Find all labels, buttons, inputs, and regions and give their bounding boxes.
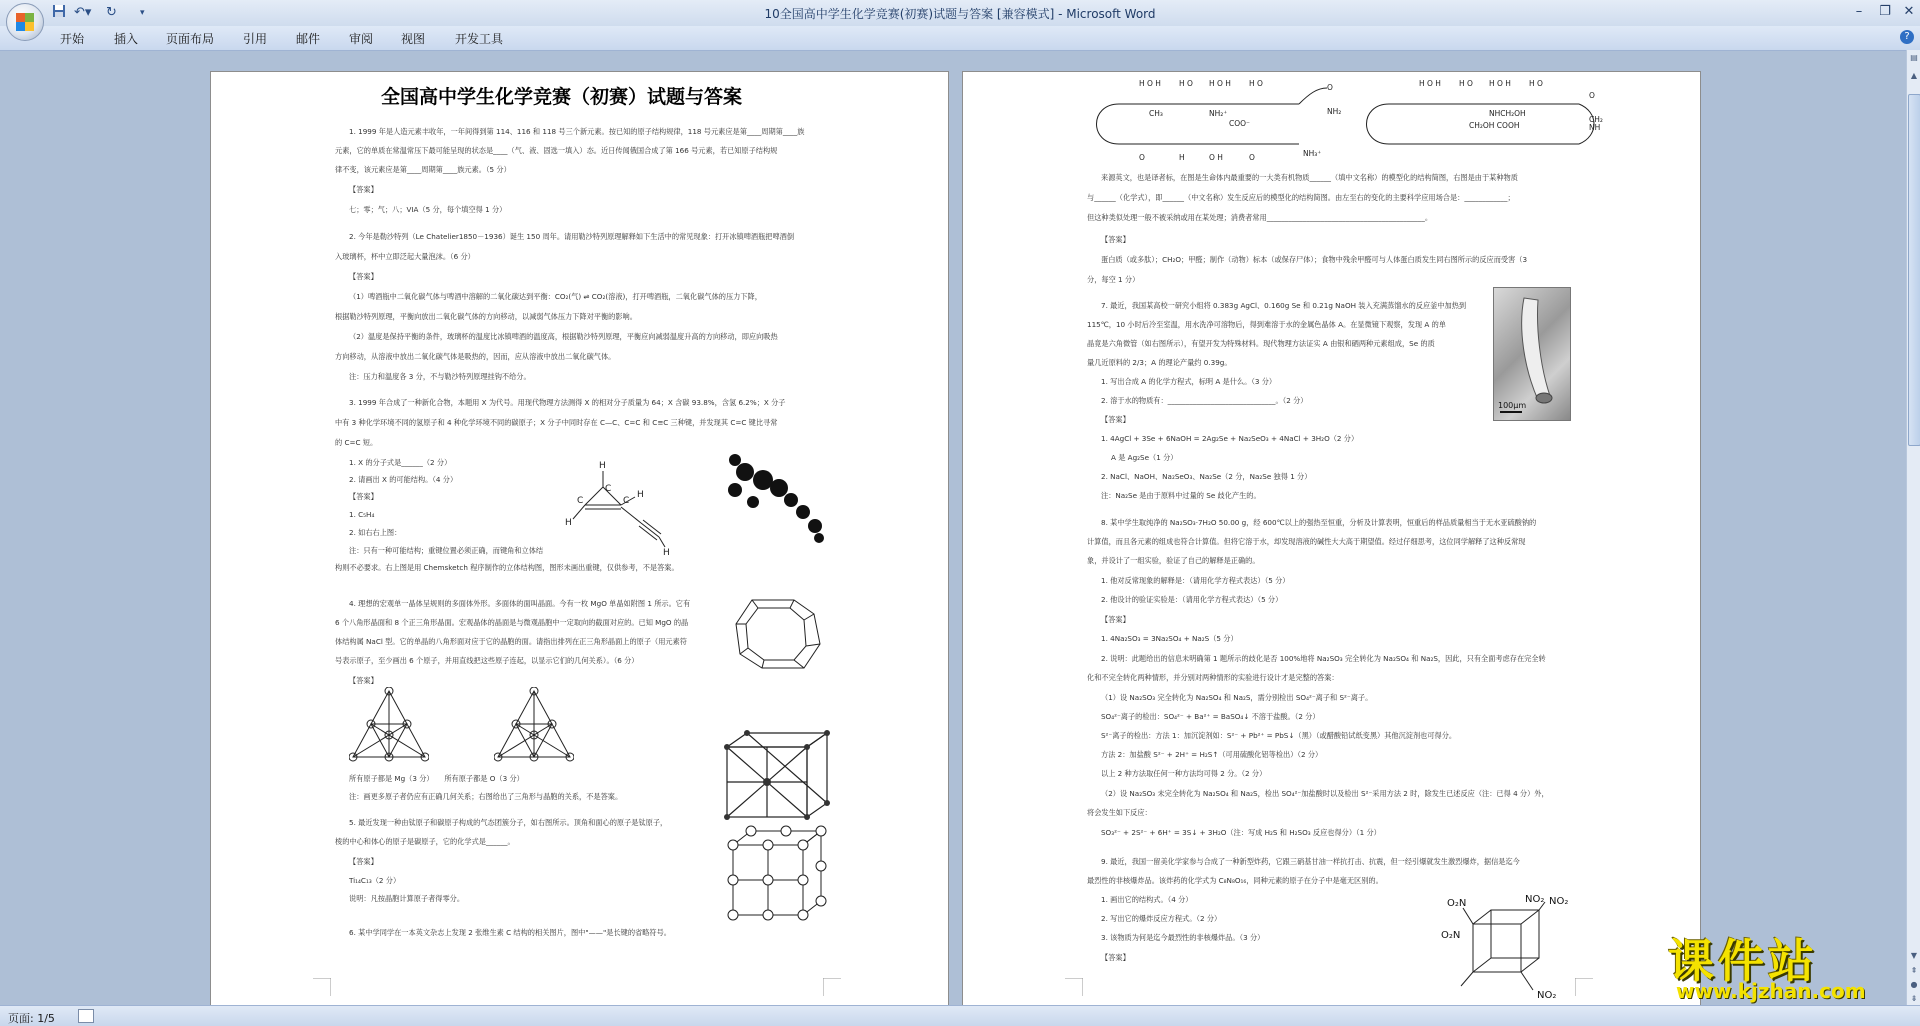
text-line: 化和不完全转化两种情形，并分别对两种情形的实验进行设计才是完整的答案： xyxy=(1087,673,1339,682)
text-line: 2. 溶于水的物质有：______________________________。（2 分） xyxy=(1101,396,1308,405)
text-line: 但这种类似处理一般不被采纳或用在某处理；消费者常用____________________________________________。 xyxy=(1087,213,1433,222)
document-page-1[interactable] xyxy=(210,71,949,1007)
text-line: （2）设 Na₂SO₃ 未完全转化为 Na₂SO₄ 和 Na₂S，检出 SO₄²⁻加盐酸时以及检出 S²⁻采用方法 2 时，除发生已述反应（注：已得 4 分）外， xyxy=(1101,789,1549,798)
svg-text:H O H: H O H xyxy=(1419,79,1441,88)
svg-text:CH₂: CH₂ xyxy=(1589,115,1603,124)
svg-text:NH₂⁺: NH₂⁺ xyxy=(1209,109,1228,118)
text-line: 2. 请画出 X 的可能结构。（4 分） xyxy=(349,475,458,484)
text-line: 以上 2 种方法取任何一种方法均可得 2 分。（2 分） xyxy=(1101,769,1267,778)
svg-text:NH: NH xyxy=(1589,123,1601,132)
text-line: 8. 某中学生取纯净的 Na₂SO₃·7H₂O 50.00 g，经 600℃以上的强热至恒重，分析及计算表明，恒重后的样品质量相当于无水亚硫酸钠的 xyxy=(1101,518,1537,527)
text-line: 注：只有一种可能结构；重键位置必须正确，而键角和立体结 xyxy=(349,546,544,555)
text-line: 说明：凡按晶胞计算原子者得零分。 xyxy=(349,894,465,903)
svg-text:O: O xyxy=(1589,91,1595,100)
text-line: 入玻璃杯，杯中立即泛起大量泡沫。（6 分） xyxy=(335,252,475,261)
title-bar xyxy=(0,0,1920,27)
crop-mark-icon xyxy=(823,978,841,996)
svg-text:H O H: H O H xyxy=(1139,79,1161,88)
text-line: 蛋白质（或多肽）；CH₂O；甲醛；制作（动物）标本（或保存尸体）；食物中残余甲醛可与人体蛋白质发生同右图所示的反应而受害（3 xyxy=(1101,255,1528,264)
svg-text:H: H xyxy=(1179,153,1185,162)
text-line: 1. 1999 年是人造元素丰收年，一年间得到第 114、116 和 118 号三个新元素。按已知的原子结构规律，118 号元素应是第____周期第____族 xyxy=(349,127,805,136)
text-line: 【答案】 xyxy=(349,857,378,866)
nitro-label: NO₂ xyxy=(1537,990,1557,1001)
text-line: 七；零；气；八；VIA（5 分，每个填空得 1 分） xyxy=(349,205,507,214)
scrollbar-thumb[interactable] xyxy=(1908,94,1920,446)
text-line: 注：画更多原子者仍应有正确几何关系；右图给出了三角形与晶胞的关系，不是答案。 xyxy=(349,792,623,801)
text-line: 1. C₅H₄ xyxy=(349,510,375,519)
svg-text:CH₃: CH₃ xyxy=(1149,109,1163,118)
tab-page-layout[interactable]: 页面布局 xyxy=(166,32,215,46)
text-line: 【答案】 xyxy=(349,185,378,194)
text-line: 5. 最近发现一种由钛原子和碳原子构成的气态团簇分子，如右图所示。顶角和面心的原子是钛原子， xyxy=(349,818,668,827)
svg-text:H: H xyxy=(663,548,670,557)
svg-text:H O H: H O H xyxy=(1489,79,1511,88)
crop-mark-icon xyxy=(1575,978,1593,996)
triangle-lattice-o-figure xyxy=(494,687,574,767)
svg-text:H O: H O xyxy=(1459,79,1473,88)
text-line: S²⁻离子的检出：方法 1：加沉淀剂如：S²⁻ + Pb²⁺ = PbS↓（黑）（或醋酸铅试纸变黑）其他沉淀剂也可得分。 xyxy=(1101,731,1457,740)
text-line: 的 C=C 短。 xyxy=(335,438,378,447)
vertical-scrollbar[interactable] xyxy=(1906,50,1920,1005)
text-line: 来源英文，也是译者标，在图是生命体内最重要的一大类有机物质______（填中文名称）的模型化的结构简图，右图是由于某种物质 xyxy=(1101,173,1518,182)
text-line: （1）啤酒瓶中二氧化碳气体与啤酒中溶解的二氧化碳达到平衡：CO₂(气) ⇌ CO₂(溶液)，打开啤酒瓶，二氧化碳气体的压力下降， xyxy=(349,292,762,301)
svg-text:C: C xyxy=(605,484,612,494)
watermark-url: www.kjzhan.com xyxy=(1676,979,1866,1003)
text-line: 1. 画出它的结构式。（4 分） xyxy=(1101,895,1193,904)
crystal-polyhedron-figure xyxy=(734,594,824,674)
scroll-down-icon[interactable]: ▼ xyxy=(1910,951,1918,960)
text-line: 1. 4Na₂SO₃ = 3Na₂SO₄ + Na₂S（5 分） xyxy=(1101,634,1238,643)
text-line: 方向移动，从溶液中放出二氧化碳气体是吸热的，因而，应从溶液中放出二氧化碳气体。 xyxy=(335,352,616,361)
nitro-label: NO₂ xyxy=(1549,896,1569,907)
text-line: 【答案】 xyxy=(1101,235,1130,244)
text-line: 2. NaCl、NaOH、Na₂SeO₃、Na₂Se（2 分，Na₂Se 独得 1 分） xyxy=(1101,472,1312,481)
svg-text:NHCH₂OH: NHCH₂OH xyxy=(1489,109,1526,118)
text-line: 所有原子都是 Mg（3 分） 所有原子都是 O（3 分） xyxy=(349,774,524,783)
previous-page-icon[interactable]: ⇞ xyxy=(1910,966,1918,975)
molecule-structure-figure xyxy=(563,457,673,557)
svg-text:H O: H O xyxy=(1249,79,1263,88)
svg-text:H: H xyxy=(637,490,644,500)
text-line: 2. 他设计的验证实验是：（请用化学方程式表达）（5 分） xyxy=(1101,595,1283,604)
text-line: SO₄²⁻离子的检出：SO₄²⁻ + Ba²⁺ = BaSO₄↓ 不溶于盐酸。（2 分） xyxy=(1101,712,1320,721)
page-indicator[interactable]: 页面: 1/5 xyxy=(8,1012,55,1025)
text-line: 构则不必要求。右上图是用 Chemsketch 程序制作的立体结构图，图形未画出重键，仅供参考，不是答案。 xyxy=(335,563,679,572)
svg-text:C: C xyxy=(577,496,584,506)
text-line: 将会发生如下反应： xyxy=(1087,808,1152,817)
text-line: 号表示原子，至少画出 6 个原子，并用直线把这些原子连起，以显示它们的几何关系）。（6 分） xyxy=(335,656,639,665)
text-line: 注：压力和温度各 3 分，不与勒沙特列原理挂钩不给分。 xyxy=(349,372,531,381)
ruler-toggle-icon[interactable]: ▤ xyxy=(1910,53,1918,62)
svg-text:O: O xyxy=(1249,153,1255,162)
text-line: 3. 1999 年合成了一种新化合物，本题用 X 为代号。用现代物理方法测得 X 的相对分子质量为 64；X 含碳 93.8%，含氢 6.2%；X 分子 xyxy=(349,398,786,407)
nitro-label: O₂N xyxy=(1441,930,1461,941)
text-line: 2. 如右右上图： xyxy=(349,528,402,537)
crop-mark-icon xyxy=(313,978,331,996)
svg-text:CH₂OH COOH: CH₂OH COOH xyxy=(1469,121,1520,130)
text-line: 象，并设计了一组实验，验证了自己的解释是正确的。 xyxy=(1087,556,1260,565)
text-line: 4. 理想的宏观单一晶体呈规则的多面体外形。多面体的面叫晶面。今有一枚 MgO 单晶如附图 1 所示。它有 xyxy=(349,599,691,608)
text-line: 3. 该物质为何是迄今最烈性的非核爆炸品。（3 分） xyxy=(1101,933,1265,942)
proofing-icon[interactable] xyxy=(78,1009,94,1023)
svg-text:O H: O H xyxy=(1209,153,1223,162)
text-line: 分，每空 1 分） xyxy=(1087,275,1140,284)
watermark-text: 课件站 xyxy=(1668,934,1818,988)
svg-text:H O: H O xyxy=(1179,79,1193,88)
text-line: 2. 写出它的爆炸反应方程式。（2 分） xyxy=(1101,914,1222,923)
text-line: 【答案】 xyxy=(349,676,378,685)
text-line: 1. 4AgCl + 3Se + 6NaOH = 2Ag₂Se + Na₂SeO₃ + 4NaCl + 3H₂O（2 分） xyxy=(1101,434,1359,443)
text-line: 【答案】 xyxy=(1101,953,1130,962)
window-title: 10全国高中学生化学竞赛(初赛)试题与答案 [兼容模式] - Microsoft Word xyxy=(764,7,1156,21)
scale-label: 100µm xyxy=(1498,401,1527,410)
ball-model-figure xyxy=(721,450,831,545)
text-line: 根据勒沙特列原理，平衡向放出二氧化碳气体的方向移动，以减弱气体压力下降对平衡的影响。 xyxy=(335,312,637,321)
office-button[interactable] xyxy=(6,3,44,41)
office-logo-icon xyxy=(16,13,34,31)
undo-icon[interactable]: ↶▾ xyxy=(74,5,92,20)
text-line: （2）温度是保持平衡的条件，玻璃杯的温度比冰镇啤酒的温度高，根据勒沙特列原理，平衡应向减弱温度升高的方向移动，即应向吸热 xyxy=(349,332,778,341)
text-line: 与______（化学式），即______（中文名称）发生反应后的模型化的结构简图。由左至右的变化的主要科学应用场合是：____________； xyxy=(1087,193,1515,202)
tab-review[interactable]: 审阅 xyxy=(349,32,374,46)
text-line: 2. 说明：此题给出的信息未明确第 1 题所示的歧化是否 100%地将 Na₂SO₃ 完全转化为 Na₂SO₄ 和 Na₂S，因此，只有全面考虑存在完全转 xyxy=(1101,654,1546,663)
text-line: 115℃，10 小时后冷至室温，用水洗净可溶物后，得到难溶于水的金属色晶体 A。在显微镜下观察，发现 A 的单 xyxy=(1087,320,1446,329)
svg-text:NH₂: NH₂ xyxy=(1327,107,1342,116)
svg-text:H: H xyxy=(565,518,572,528)
text-line: 最烈性的非核爆炸品。该炸药的化学式为 C₈N₈O₁₆，同种元素的原子在分子中是毫无区别的。 xyxy=(1087,876,1383,885)
text-line: 1. 他对反常现象的解释是：（请用化学方程式表达）（5 分） xyxy=(1101,576,1290,585)
text-line: A 是 Ag₂Se（1 分） xyxy=(1111,453,1178,462)
text-line: 6. 某中学同学在一本英文杂志上发现 2 张维生素 C 结构的相关图片，图中"——"是长键的省略符号。 xyxy=(349,928,671,937)
document-page-2[interactable] xyxy=(962,71,1701,1007)
site-watermark-logo xyxy=(1668,925,1903,1005)
ribbon-tabs xyxy=(0,26,1920,51)
tab-references[interactable]: 引用 xyxy=(243,32,268,46)
text-line: 2. 今年是勒沙特列（Le Chatelier1850－1936）诞生 150 周年。请用勒沙特列原理解释如下生活中的常见现象：打开冰镇啤酒瓶把啤酒倒 xyxy=(349,232,795,241)
text-line: 1. 写出合成 A 的化学方程式，标明 A 是什么。（3 分） xyxy=(1101,377,1277,386)
scroll-up-icon[interactable]: ▲ xyxy=(1910,71,1918,80)
text-line: 7. 最近，我国某高校一研究小组将 0.383g AgCl、0.160g Se 和 0.21g NaOH 装入充满蒸馏水的反应釜中加热到 xyxy=(1101,301,1467,310)
help-icon[interactable]: ? xyxy=(1900,30,1914,44)
svg-text:C: C xyxy=(623,496,630,506)
customize-toolbar-icon[interactable]: ▾ xyxy=(140,8,145,18)
text-line: 【答案】 xyxy=(1101,615,1130,624)
text-line: 6 个八角形晶面和 8 个正三角形晶面。宏观晶体的晶面是与微观晶胞中一定取向的截面对应的。已知 MgO 的晶 xyxy=(335,618,689,627)
text-line: SO₃²⁻ + 2S²⁻ + 6H⁺ = 3S↓ + 3H₂O（注：写成 H₂S 和 H₂SO₃ 反应也得分）（1 分） xyxy=(1101,828,1381,837)
text-line: 注：Na₂Se 是由于原料中过量的 Se 歧化产生的。 xyxy=(1101,491,1261,500)
nitro-label: NO₂ xyxy=(1525,894,1545,905)
status-bar xyxy=(0,1005,1920,1026)
triangle-lattice-mg-figure xyxy=(349,687,429,767)
tab-view[interactable]: 视图 xyxy=(401,32,426,46)
tab-insert[interactable]: 插入 xyxy=(114,32,139,46)
tab-mailings[interactable]: 邮件 xyxy=(296,32,321,46)
svg-text:O: O xyxy=(1139,153,1145,162)
close-icon[interactable]: ✕ xyxy=(1903,4,1915,19)
text-line: 9. 最近，我国一留美化学家参与合成了一种新型炸药，它跟三硝基甘油一样抗打击、抗震，但一经引爆就发生激烈爆炸，据信是迄今 xyxy=(1101,857,1520,866)
text-line: 计算值，而且各元素的组成也符合计算值。但将它溶于水，却发现溶液的碱性大大高于期望值。经过仔细思考，这位同学解释了这种反常现 xyxy=(1087,537,1526,546)
text-line: 体结构属 NaCl 型。它的单晶的八角形面对应于它的晶胞的面。请指出排列在正三角形晶面上的原子（用元素符 xyxy=(335,637,687,646)
svg-text:COO⁻: COO⁻ xyxy=(1229,119,1251,128)
text-line: 方法 2：加盐酸 S²⁻ + 2H⁺ = H₂S↑（可用硫酸化铝等检出）（2 分） xyxy=(1101,750,1323,759)
text-line: 【答案】 xyxy=(349,492,378,501)
octanitrocubane-figure xyxy=(1433,894,1573,1006)
text-line: 【答案】 xyxy=(1101,415,1130,424)
text-line: 中有 3 种化学环境不同的氢原子和 4 种化学环境不同的碳原子；X 分子中同时存在 C—C、C=C 和 C≡C 三种键，并发现其 C=C 键比寻常 xyxy=(335,418,778,427)
nitro-label: O₂N xyxy=(1447,898,1467,909)
text-line: 1. X 的分子式是______（2 分） xyxy=(349,458,452,467)
restore-icon[interactable]: ❐ xyxy=(1879,4,1891,19)
text-line: 律不变，该元素应是第____周期第____族元素。（5 分） xyxy=(335,165,511,174)
svg-text:H O H: H O H xyxy=(1209,79,1231,88)
tab-developer[interactable]: 开发工具 xyxy=(455,32,504,46)
svg-text:H: H xyxy=(599,461,606,471)
text-line: （1）设 Na₂SO₃ 完全转化为 Na₂SO₄ 和 Na₂S，需分别检出 SO₄²⁻离子和 S²⁻离子。 xyxy=(1101,693,1373,702)
next-page-icon[interactable]: ⇟ xyxy=(1910,994,1918,1003)
text-line: 【答案】 xyxy=(349,272,378,281)
text-line: 棱的中心和体心的原子是碳原子，它的化学式是______。 xyxy=(335,837,515,846)
tab-home[interactable]: 开始 xyxy=(60,32,85,46)
text-line: 元素，它的单质在常温常压下最可能呈现的状态是____（气、液、固选一填入）态。近日传闻俄国合成了第 166 号元素，若已知原子结构规 xyxy=(335,146,778,155)
svg-text:O: O xyxy=(1327,83,1333,92)
microtube-micrograph-image xyxy=(1493,287,1571,421)
minimize-icon[interactable]: – xyxy=(1855,4,1863,19)
text-line: 量几近原料的 2/3；A 的理论产量约 0.39g。 xyxy=(1087,358,1232,367)
browse-object-icon[interactable]: ● xyxy=(1910,980,1918,989)
page-title: 全国高中学生化学竞赛（初赛）试题与答案 xyxy=(381,86,743,108)
text-line: 晶竟是六角微管（如右图所示），有望开发为特殊材料。现代物理方法证实 A 由银和硒两种元素组成，Se 的质 xyxy=(1087,339,1435,348)
text-line: Ti₁₄C₁₃（2 分） xyxy=(349,876,401,885)
svg-text:NH₃⁺: NH₃⁺ xyxy=(1303,149,1322,158)
crop-mark-icon xyxy=(1065,978,1083,996)
svg-text:H O: H O xyxy=(1529,79,1543,88)
peptide-structure-figure xyxy=(1089,74,1609,164)
cluster-cube-figure xyxy=(717,727,837,932)
redo-icon[interactable]: ↻ xyxy=(106,5,117,20)
